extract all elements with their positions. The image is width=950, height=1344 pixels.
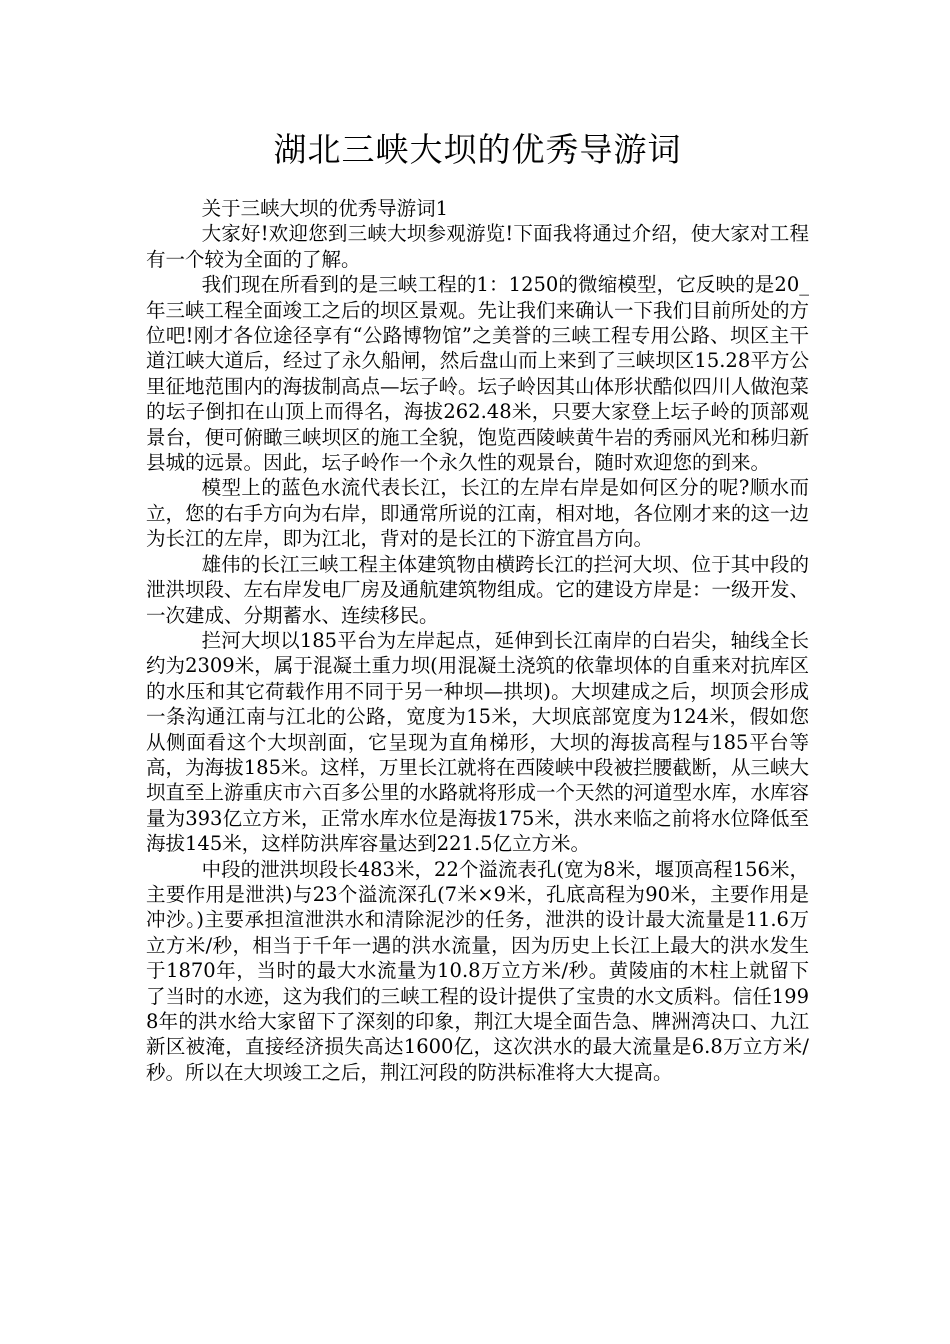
paragraph-spillway: 中段的泄洪坝段长483米，22个溢流表孔(宽为8米，堰顶高程156米，主要作用是泄洪)与23个溢流深孔(7米×9米，孔底高程为90米，主要作用是冲沙。)主要承担渲泄洪水和清除泥沙的任务，泄洪的设计最大流量是11.6万立方米/秒，相当于千年一遇的洪水流量，因为历史上长江上最大的洪水发生于1870年，当时的最大水流量为10.8万立方米/秒。黄陵庙的木柱上就留下了当时的水迹，这为我们的三峡工程的设计提供了宝贵的水文质料。信任1998年的洪水给大家留下了深刻的印象，荆江大堤全面告急、牌洲湾决口、九江新区被淹，直接经济损失高达1600亿，这次洪水的最大流量是6.8万立方米/秒。所以在大坝竣工之后，荆江河段的防洪标准将大大提高。 — [146, 857, 809, 1084]
paragraph-greeting: 大家好!欢迎您到三峡大坝参观游览!下面我将通过介绍，使大家对工程有一个较为全面的了解。 — [146, 222, 809, 271]
paragraph-model-location: 我们现在所看到的是三峡工程的1：1250的微缩模型，它反映的是20_年三峡工程全面竣工之后的坝区景观。先让我们来确认一下我们目前所处的方位吧!刚才各位途径享有“公路博物馆”之美誉的三峡工程专用公路、坝区主干道江峡大道后，经过了永久船闸，然后盘山而上来到了三峡坝区15.28平方公里征地范围内的海拔制高点—坛子岭。坛子岭因其山体形状酷似四川人做泡菜的坛子倒扣在山顶上而得名，海拔262.48米，只要大家登上坛子岭的顶部观景台，便可俯瞰三峡坝区的施工全貌，饱览西陵峡黄牛岩的秀丽风光和秭归新县城的远景。因此，坛子岭作一个永久性的观景台，随时欢迎您的到来。 — [146, 273, 810, 475]
document-title: 湖北三峡大坝的优秀导游词 — [273, 130, 682, 169]
paragraph-main-structures: 雄伟的长江三峡工程主体建筑物由横跨长江的拦河大坝、位于其中段的泄洪坝段、左右岸发电厂房及通航建筑物组成。它的建设方岸是：一级开发、一次建成、分期蓄水、连续移民。 — [146, 552, 810, 627]
paragraph-subtitle: 关于三峡大坝的优秀导游词1 — [201, 197, 448, 220]
document-page — [146, 126, 809, 1085]
paragraph-river-banks: 模型上的蓝色水流代表长江，长江的左岸右岸是如何区分的呢?顺水而立，您的右手方向为右岸，即通常所说的江南，相对地，各位刚才来的这一边为长江的左岸，即为江北，背对的是长江的下游宜昌方向。 — [146, 476, 810, 551]
paragraph-dam-details: 拦河大坝以185平台为左岸起点，延伸到长江南岸的白岩尖，轴线全长约为2309米，属于混凝土重力坝(用混凝土浇筑的依靠坝体的自重来对抗库区的水压和其它荷载作用不同于另一种坝—拱坝)。大坝建成之后，坝顶会形成一条沟通江南与江北的公路，宽度为15米，大坝底部宽度为124米，假如您从侧面看这个大坝剖面，它呈现为直角梯形，大坝的海拔高程与185平台等高，为海拔185米。这样，万里长江就将在西陵峡中段被拦腰截断，从三峡大坝直至上游重庆市六百多公里的水路就将形成一个天然的河道型水库，水库容量为393亿立方米，正常水库水位是海拔175米，洪水来临之前将水位降低至海拔145米，这样防洪库容量达到221.5亿立方米。 — [146, 628, 810, 856]
document-body — [146, 196, 809, 1085]
